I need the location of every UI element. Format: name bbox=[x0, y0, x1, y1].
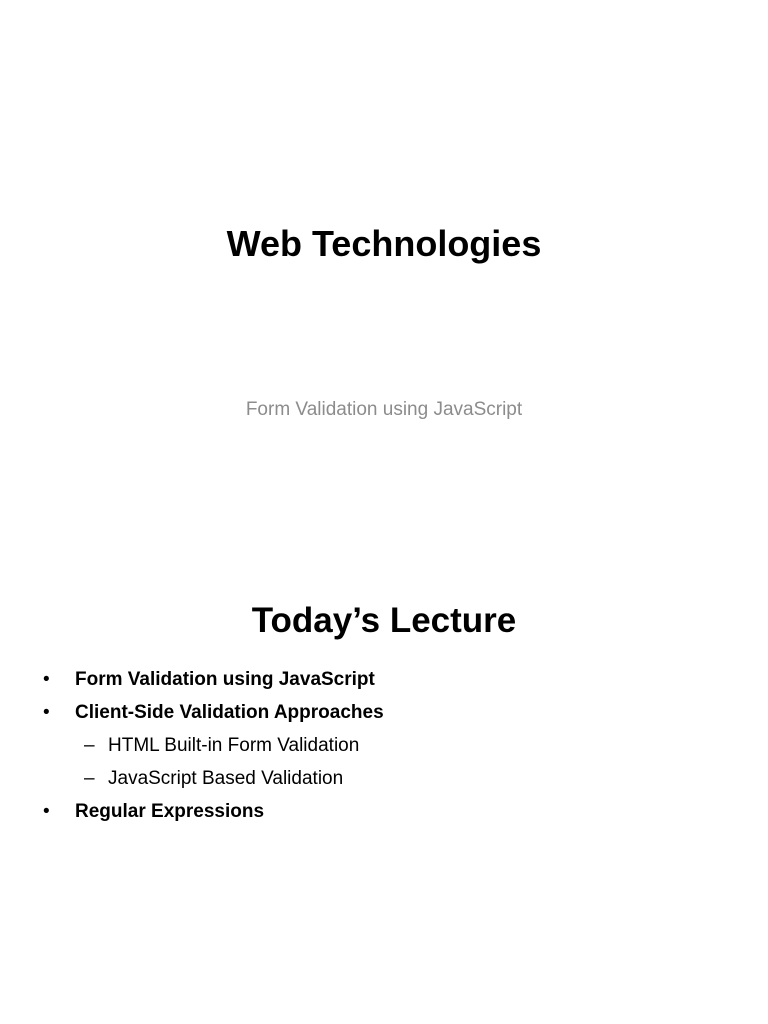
bullet-item bbox=[0, 663, 768, 696]
bullet-marker: • bbox=[43, 801, 50, 822]
slide-title: Web Technologies bbox=[226, 223, 542, 264]
bullet-text: Regular Expressions bbox=[75, 801, 265, 822]
bullet-list bbox=[0, 663, 768, 828]
sub-bullet-text: HTML Built-in Form Validation bbox=[108, 735, 360, 756]
bullet-marker: • bbox=[43, 669, 50, 690]
slide-subtitle: Form Validation using JavaScript bbox=[245, 399, 523, 420]
bullet-item bbox=[0, 696, 768, 729]
sub-bullet-text: JavaScript Based Validation bbox=[108, 768, 344, 789]
sub-bullet-item bbox=[0, 729, 768, 762]
bullet-text: Form Validation using JavaScript bbox=[75, 669, 375, 690]
sub-bullet-marker: – bbox=[84, 768, 95, 789]
slide-title: Today’s Lecture bbox=[251, 601, 517, 640]
content-slide bbox=[0, 512, 768, 1024]
sub-bullet-marker: – bbox=[84, 735, 95, 756]
bullet-item bbox=[0, 795, 768, 828]
bullet-marker: • bbox=[43, 702, 50, 723]
sub-bullet-item bbox=[0, 762, 768, 795]
bullet-text: Client-Side Validation Approaches bbox=[75, 702, 384, 723]
